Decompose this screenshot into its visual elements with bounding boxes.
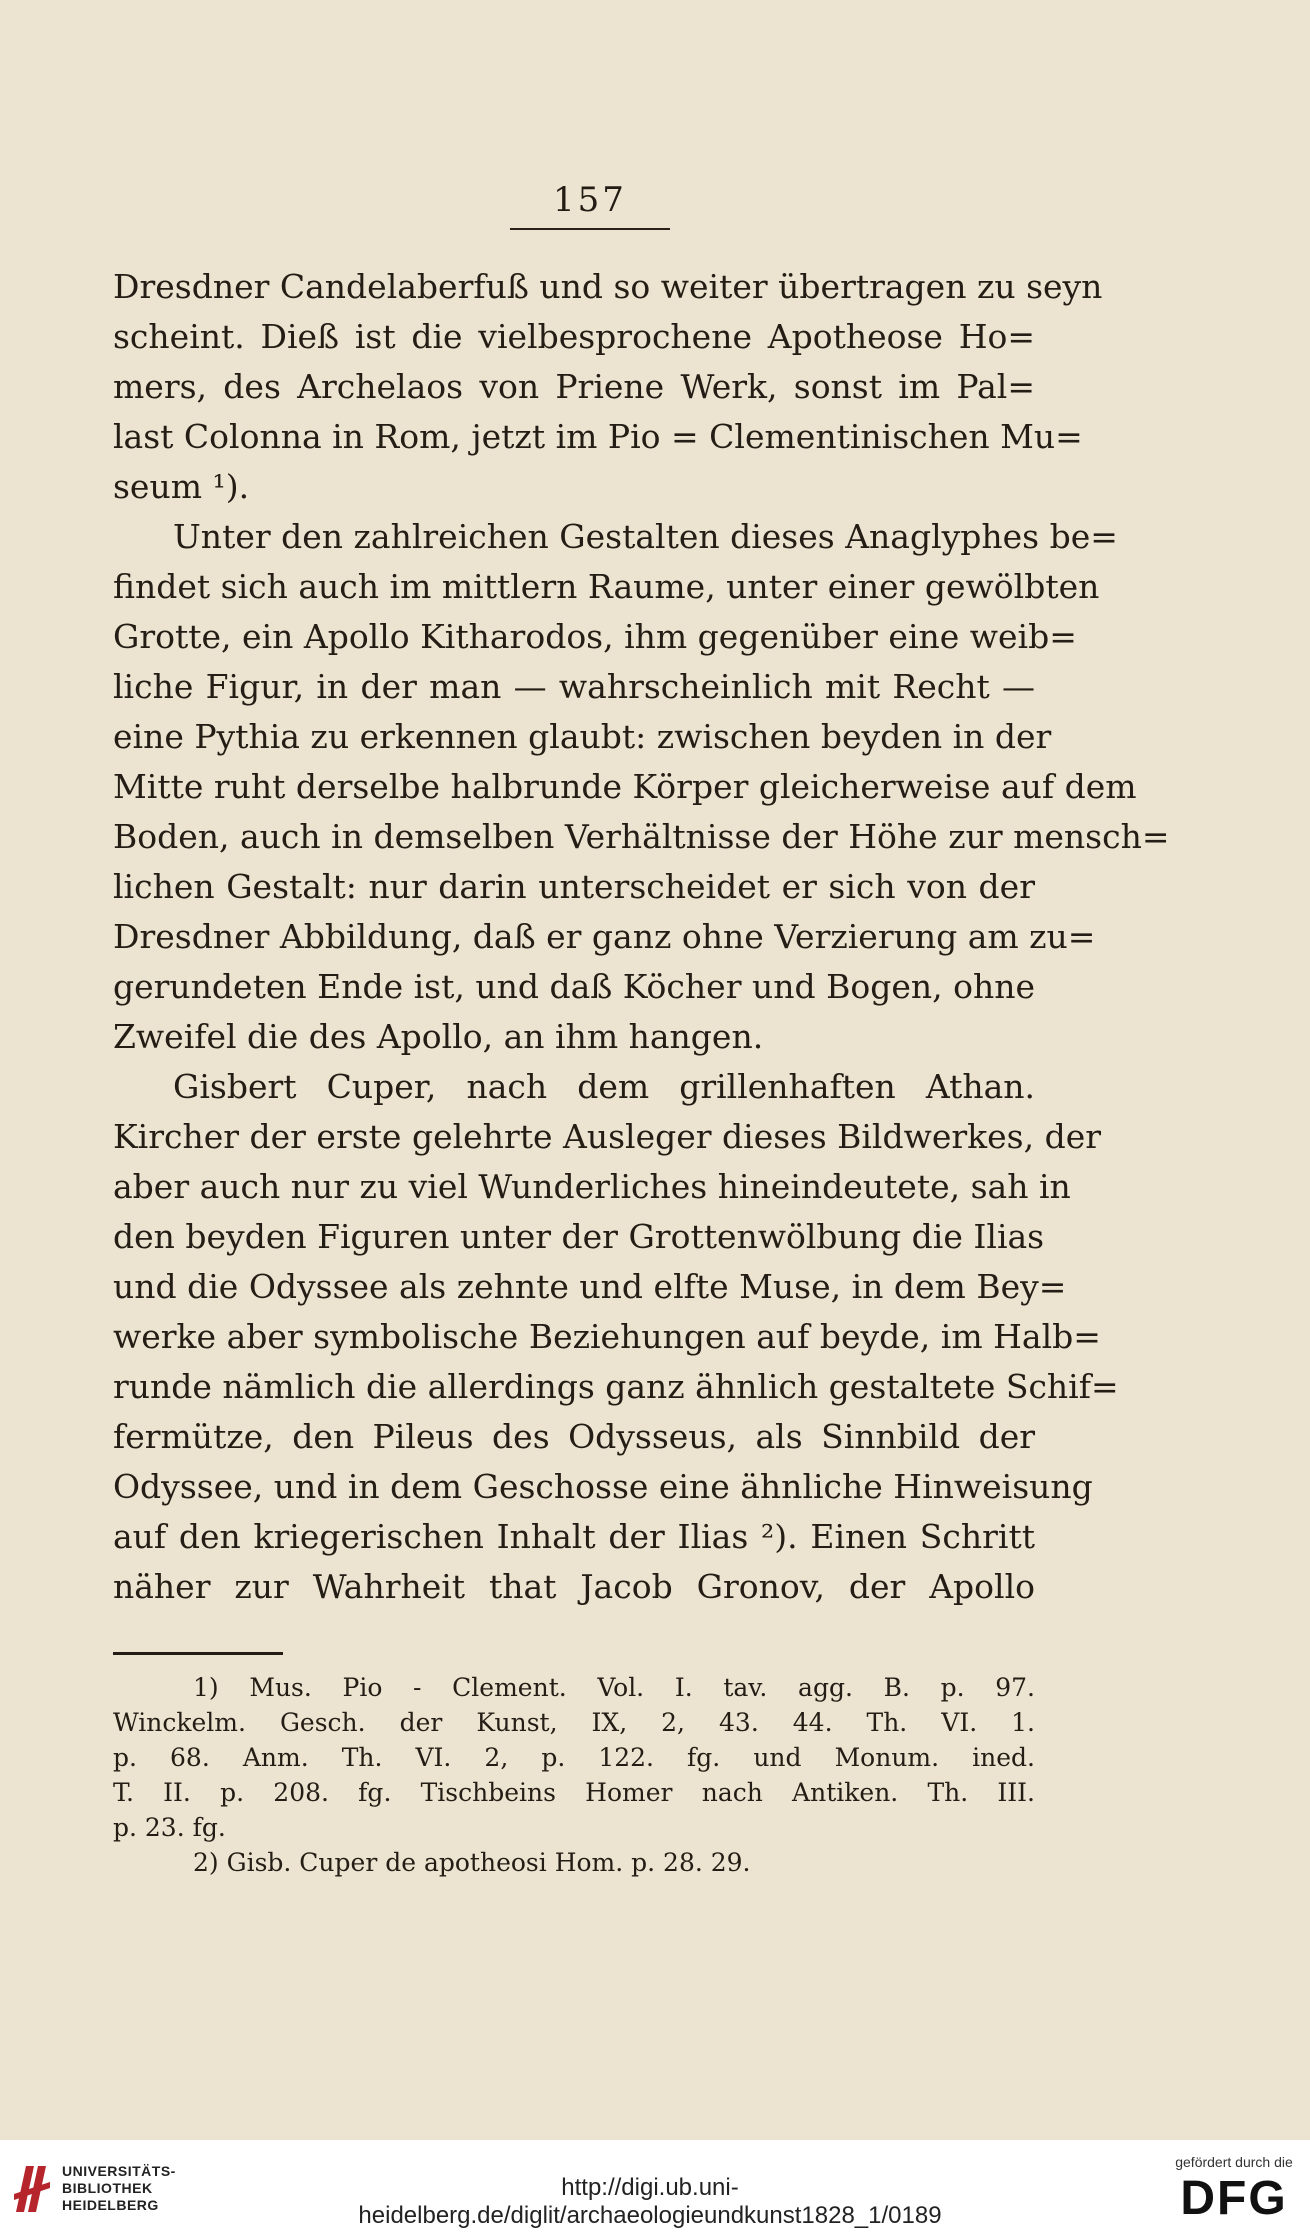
footnote-line: p. 23. fg. [113,1813,226,1842]
page-number-rule [510,228,670,230]
body-text [113,262,1170,1612]
text-line: aber auch nur zu viel Wunderliches hineindeutete, sah in [113,1167,1071,1206]
footnote-line: T. II. p. 208. fg. Tischbeins Homer nach Antiken. Th. III. [113,1778,1035,1807]
text-line: werke aber symbolische Beziehungen auf beyde, im Halb= [113,1317,1101,1356]
footnote-line: p. 68. Anm. Th. VI. 2, p. 122. fg. und Monum. ined. [113,1743,1035,1772]
text-line: Kircher der erste gelehrte Ausleger dieses Bildwerkes, der [113,1117,1102,1156]
university-library-logo-icon [12,2160,52,2216]
logo-line: HEIDELBERG [62,2197,159,2213]
dfg-logo: DFG [1180,2172,1288,2225]
text-line: seum ¹). [113,467,250,506]
text-line: runde nämlich die allerdings ganz ähnlich gestaltete Schif= [113,1367,1119,1406]
text-line: Grotte, ein Apollo Kitharodos, ihm gegenüber eine weib= [113,617,1077,656]
footnote-line: Winckelm. Gesch. der Kunst, IX, 2, 43. 44. Th. VI. 1. [113,1708,1035,1737]
text-line: Boden, auch in demselben Verhältnisse der Höhe zur mensch= [113,817,1170,856]
library-logo-text [62,2163,192,2214]
text-line: lichen Gestalt: nur darin unterscheidet er sich von der [113,867,1035,906]
logo-line: BIBLIOTHEK [62,2180,153,2196]
text-line: auf den kriegerischen Inhalt der Ilias ²). Einen Schritt [113,1517,1035,1556]
text-line: last Colonna in Rom, jetzt im Pio = Clementinischen Mu= [113,417,1083,456]
text-line: Zweifel die des Apollo, an ihm hangen. [113,1017,764,1056]
text-line: eine Pythia zu erkennen glaubt: zwischen beyden in der [113,717,1052,756]
footnote-rule [113,1652,283,1655]
page-number: 157 [553,180,627,220]
text-line: Odyssee, und in dem Geschosse eine ähnliche Hinweisung [113,1467,1093,1506]
text-line: fermütze, den Pileus des Odysseus, als Sinnbild der [113,1417,1035,1456]
text-line: Mitte ruht derselbe halbrunde Körper gleicherweise auf dem [113,767,1137,806]
text-line: gerundeten Ende ist, und daß Köcher und Bogen, ohne [113,967,1035,1006]
text-line: scheint. Dieß ist die vielbesprochene Apotheose Ho= [113,317,1035,356]
footnote-line: 1) Mus. Pio - Clement. Vol. I. tav. agg. B. p. 97. [193,1673,1035,1702]
text-line: mers, des Archelaos von Priene Werk, sonst im Pal= [113,367,1035,406]
text-line: Gisbert Cuper, nach dem grillenhaften Athan. [173,1067,1035,1106]
text-line: und die Odyssee als zehnte und elfte Muse, in dem Bey= [113,1267,1067,1306]
text-line: Dresdner Candelaberfuß und so weiter übertragen zu seyn [113,267,1103,306]
footnotes [113,1670,1035,1880]
text-line: Unter den zahlreichen Gestalten dieses Anaglyphes be= [173,517,1118,556]
viewer-footer [0,2140,1310,2236]
permalink-url[interactable]: http://digi.ub.uni-heidelberg.de/diglit/archaeologieundkunst1828_1/0189 [358,2174,942,2229]
text-line: liche Figur, in der man — wahrscheinlich mit Recht — [113,667,1035,706]
text-line: Dresdner Abbildung, daß er ganz ohne Verzierung am zu= [113,917,1096,956]
sponsor-caption: gefördert durch die [1175,2154,1293,2170]
footnote-line: 2) Gisb. Cuper de apotheosi Hom. p. 28. 29. [193,1848,751,1877]
text-line: den beyden Figuren unter der Grottenwölbung die Ilias [113,1217,1045,1256]
text-line: findet sich auch im mittlern Raume, unter einer gewölbten [113,567,1100,606]
text-line: näher zur Wahrheit that Jacob Gronov, der Apollo [113,1567,1035,1606]
logo-line: UNIVERSITÄTS- [62,2163,176,2179]
